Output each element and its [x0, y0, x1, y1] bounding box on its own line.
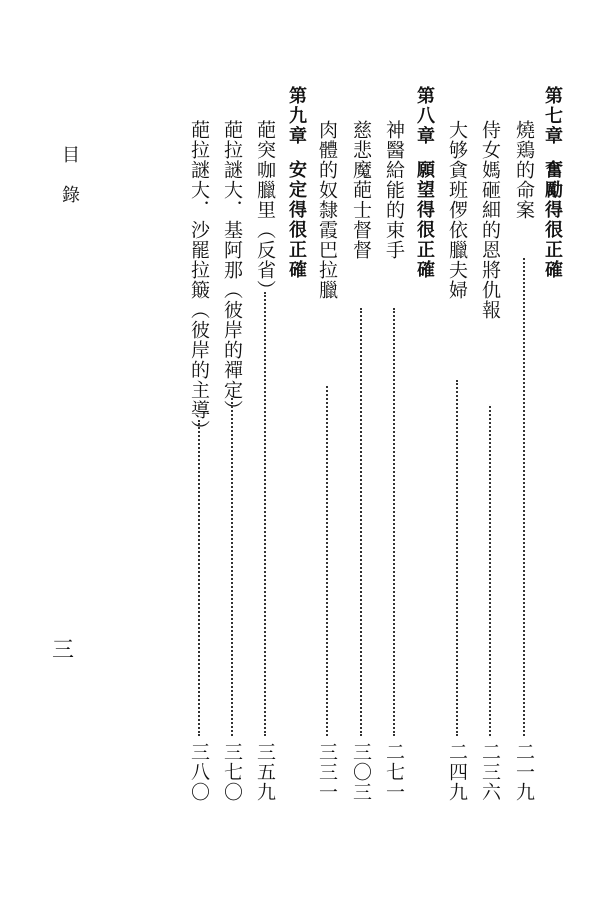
chapter-9-title: 安定得很正確 — [286, 160, 307, 280]
chapter-9-heading — [283, 86, 309, 280]
dot-leader — [264, 292, 268, 736]
entry-title: 神醫給能的束手 — [383, 120, 405, 260]
toc-entry-9-2[interactable] — [219, 120, 245, 420]
entry-page-number: 二七一 — [383, 742, 405, 802]
chapter-7-heading — [539, 86, 565, 280]
entry-page-number: 二三六 — [479, 742, 501, 802]
toc-entry-9-1[interactable] — [252, 120, 278, 300]
toc-entry-7-3[interactable] — [444, 120, 470, 300]
toc-entry-9-3[interactable] — [186, 120, 212, 440]
toc-entry-7-1[interactable] — [511, 120, 537, 220]
entry-title: 侍女媽砸細的恩將仇報 — [479, 120, 501, 320]
dot-leader — [393, 308, 397, 736]
chapter-9-number: 第九章 — [286, 86, 307, 146]
chapter-8-heading — [411, 86, 437, 280]
chapter-7-number: 第七章 — [542, 86, 563, 146]
chapter-8-title: 願望得很正確 — [414, 160, 435, 280]
entry-page-number: 三五九 — [254, 742, 276, 802]
entry-page-number: 三三一 — [316, 742, 338, 802]
toc-entry-8-2[interactable] — [348, 120, 374, 260]
dot-leader — [198, 420, 202, 736]
entry-title: 燒鶏的命案 — [513, 120, 535, 220]
dot-leader — [489, 406, 493, 736]
chapter-8-number: 第八章 — [414, 86, 435, 146]
dot-leader — [231, 398, 235, 736]
dot-leader — [523, 258, 527, 736]
page-folio: 三 — [52, 638, 75, 663]
entry-title: 大够貪班㑩依臘夫婦 — [446, 120, 468, 300]
entry-title: 葩拉謎大．沙罷拉簸（彼岸的主導） — [188, 120, 210, 440]
running-title: 目錄 — [59, 145, 80, 225]
entry-page-number: 二一九 — [513, 742, 535, 802]
entry-page-number: 三七〇 — [221, 742, 243, 802]
chapter-7-title: 奮勵得很正確 — [542, 160, 563, 280]
entry-page-number: 二四九 — [446, 742, 468, 802]
toc-entry-8-3[interactable] — [314, 120, 340, 300]
entry-title: 葩拉謎大．基阿那（彼岸的禪定） — [221, 120, 243, 420]
dot-leader — [360, 308, 364, 736]
dot-leader — [456, 380, 460, 736]
toc-entry-8-1[interactable] — [381, 120, 407, 260]
entry-title: 葩突咖臘里（反省） — [254, 120, 276, 300]
dot-leader — [326, 386, 330, 736]
entry-page-number: 三八〇 — [188, 742, 210, 802]
entry-title: 慈悲魔葩士督督 — [350, 120, 372, 260]
entry-page-number: 三〇三 — [350, 742, 372, 802]
toc-entry-7-2[interactable] — [477, 120, 503, 320]
entry-title: 肉體的奴隸霞巴拉臘 — [316, 120, 338, 300]
